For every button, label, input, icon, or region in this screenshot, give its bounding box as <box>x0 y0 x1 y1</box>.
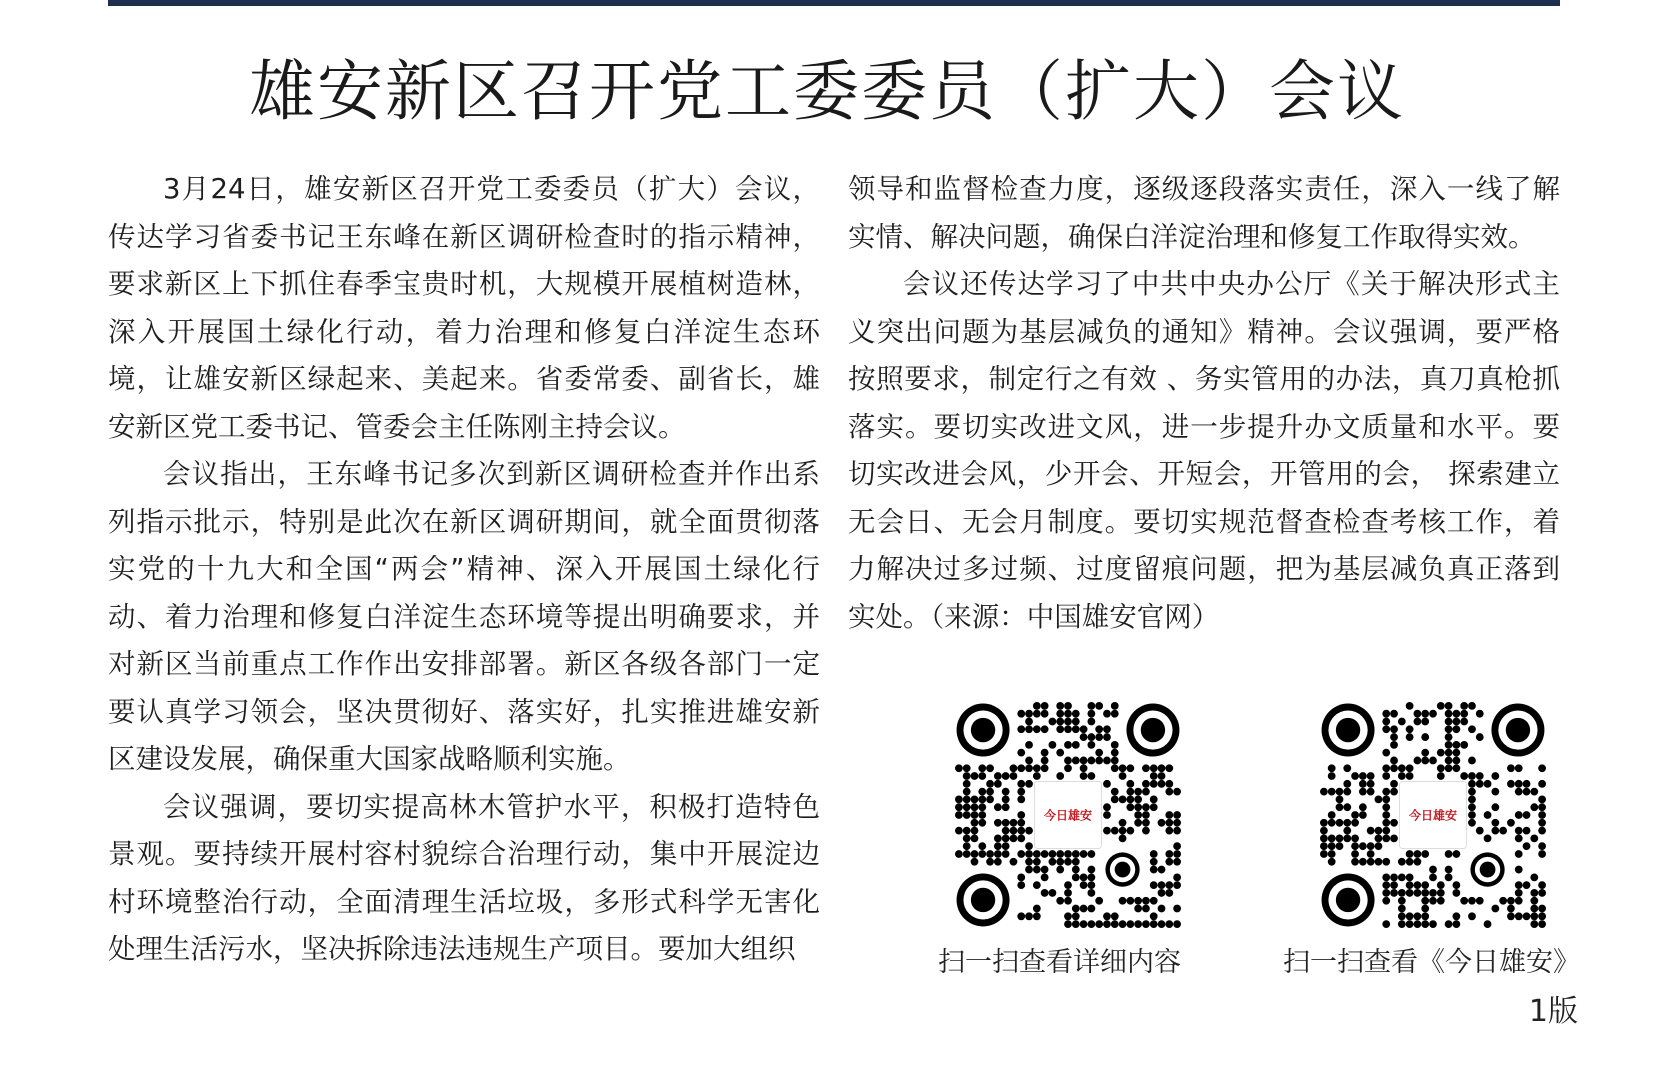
qr-logo-text: 今日雄安 <box>1043 808 1093 823</box>
qr-code-graphic <box>955 702 1181 928</box>
page-title: 雄安新区召开党工委委员（扩大）会议 <box>249 53 1405 130</box>
article-left-column <box>108 166 820 974</box>
page-number: 1版 <box>1528 994 1578 1029</box>
qr-logo-text: 今日雄安 <box>1408 808 1458 823</box>
article-paragraph: 会议还传达学习了中共中央办公厅《关于解决形式主义突出问题为基层减负的通知》精神。会议强调，要严格按照要求，制定行之有效 、务实管用的办法，真刀真枪抓落实。要切实改进文风，进一步提升办文质量和水平。要切实改进会风，少开会、开短会，开管用的会， 探索建立无会日、无会月制度。要切实规范督查检查考核工作，着力解决过多过频、过度留痕问题，把为基层减负真正落到实处。（来源：中国雄安官网） <box>848 268 1560 633</box>
qr-caption-newspaper: 扫一扫查看《今日雄安》 <box>1283 947 1580 978</box>
article-right-column <box>848 166 1560 641</box>
article-paragraph: 3月24日，雄安新区召开党工委委员（扩大）会议，传达学习省委书记王东峰在新区调研检查时的指示精神，要求新区上下抓住春季宝贵时机，大规模开展植树造林，深入开展国土绿化行动，着力治理和修复白洋淀生态环境，让雄安新区绿起来、美起来。省委常委、副省长，雄安新区党工委书记、管委会主任陈刚主持会议。 <box>108 173 820 443</box>
article-paragraph-continuation: 领导和监督检查力度，逐级逐段落实责任，深入一线了解实情、解决问题，确保白洋淀治理和修复工作取得实效。 <box>848 173 1560 253</box>
qr-caption-detail: 扫一扫查看详细内容 <box>938 947 1181 978</box>
article-paragraph: 会议强调，要切实提高林木管护水平，积极打造特色景观。要持续开展村容村貌综合治理行动，集中开展淀边村环境整治行动，全面清理生活垃圾，多形式科学无害化处理生活污水，坚决拆除违法违规生产项目。要加大组织 <box>108 790 820 965</box>
qr-code-detail <box>955 702 1181 928</box>
article-paragraph: 会议指出，王东峰书记多次到新区调研检查并作出系列指示批示，特别是此次在新区调研期间，就全面贯彻落实党的十九大和全国“两会”精神、深入开展国土绿化行动、着力治理和修复白洋淀生态环境等提出明确要求，并对新区当前重点工作作出安排部署。新区各级各部门一定要认真学习领会，坚决贯彻好、落实好，扎实推进雄安新区建设发展，确保重大国家战略顺利实施。 <box>108 458 820 775</box>
top-decorative-bar <box>108 0 1560 6</box>
qr-code-newspaper <box>1320 702 1546 928</box>
qr-code-graphic <box>1320 702 1546 928</box>
